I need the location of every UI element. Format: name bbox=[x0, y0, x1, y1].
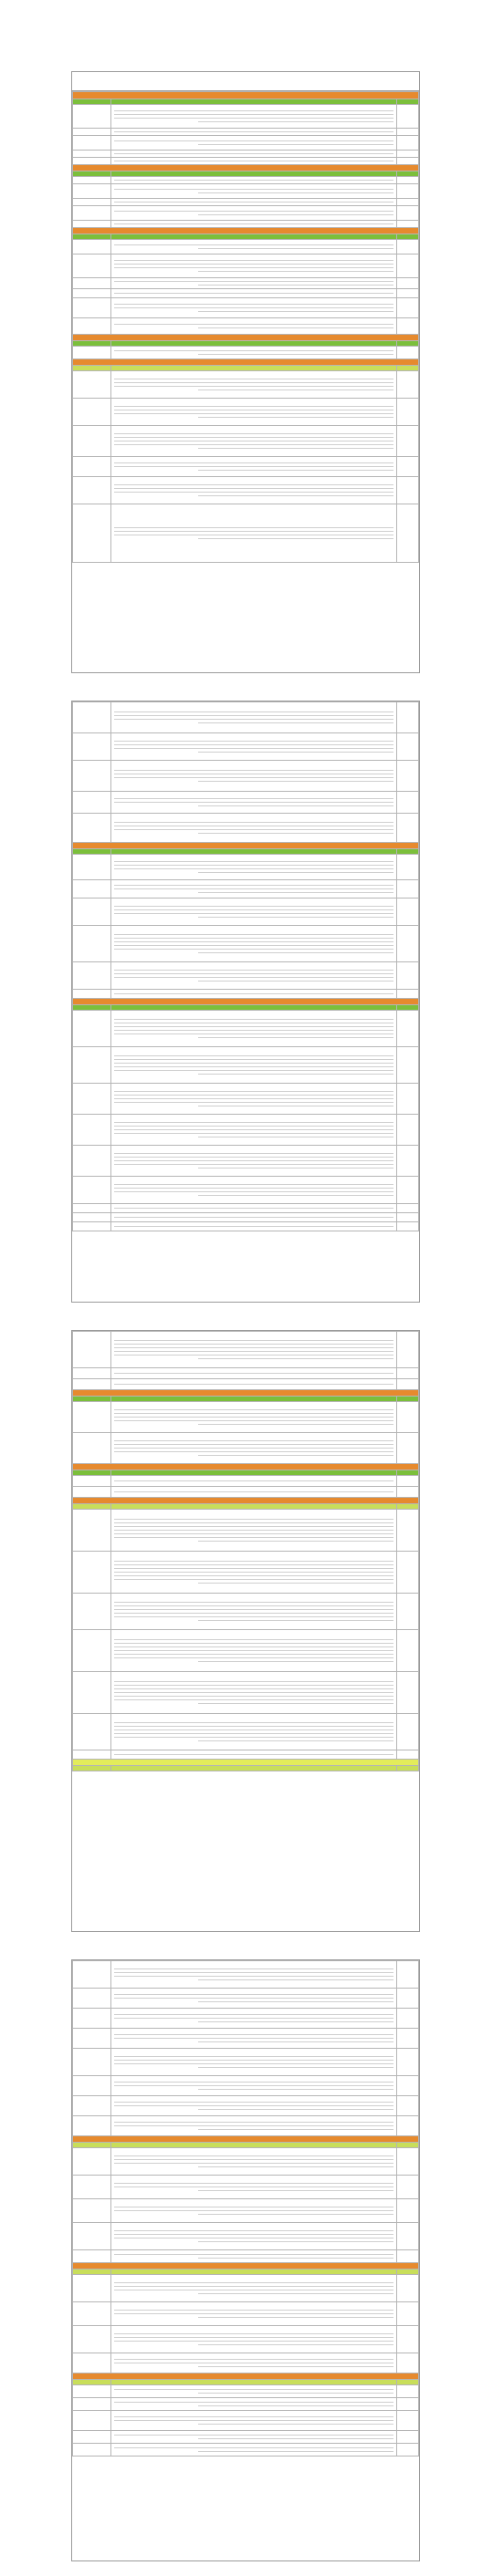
table-row bbox=[73, 177, 419, 184]
table-row bbox=[73, 1222, 419, 1231]
section-header-band bbox=[73, 359, 419, 366]
table-row bbox=[73, 792, 419, 814]
table-row bbox=[73, 184, 419, 199]
table-row bbox=[73, 2116, 419, 2136]
table-row bbox=[73, 2385, 419, 2398]
page-3 bbox=[71, 1330, 420, 1932]
row-score bbox=[73, 105, 111, 129]
table-row bbox=[73, 105, 419, 129]
table-row bbox=[73, 855, 419, 880]
table-row bbox=[73, 1213, 419, 1222]
table-row bbox=[73, 136, 419, 151]
table-row bbox=[73, 298, 419, 318]
table-row bbox=[73, 898, 419, 926]
table-row bbox=[73, 2148, 419, 2176]
section-header-band bbox=[73, 2373, 419, 2380]
section-header-band bbox=[73, 2136, 419, 2143]
table-row bbox=[73, 990, 419, 999]
table-row bbox=[73, 151, 419, 158]
table-row bbox=[73, 289, 419, 298]
table-row bbox=[73, 318, 419, 335]
table-row bbox=[73, 1115, 419, 1146]
scoring-table bbox=[72, 1331, 419, 1771]
page-2 bbox=[71, 701, 420, 1303]
table-row bbox=[73, 2049, 419, 2076]
table-row bbox=[73, 880, 419, 898]
section-header-band bbox=[73, 999, 419, 1005]
table-row bbox=[73, 1047, 419, 1084]
table-row bbox=[73, 2029, 419, 2049]
section-header-band bbox=[73, 2263, 419, 2270]
table-row bbox=[73, 371, 419, 399]
table-row bbox=[73, 1552, 419, 1594]
row-text bbox=[111, 105, 397, 129]
table-row bbox=[73, 702, 419, 733]
table-row bbox=[73, 1961, 419, 1989]
table-row bbox=[73, 2431, 419, 2444]
table-row bbox=[73, 1510, 419, 1552]
table-row bbox=[73, 2176, 419, 2199]
table-row bbox=[73, 2326, 419, 2353]
table-row bbox=[73, 254, 419, 278]
table-row bbox=[73, 1332, 419, 1368]
table-row bbox=[73, 2223, 419, 2250]
table-row bbox=[73, 1011, 419, 1047]
table-row bbox=[73, 457, 419, 477]
table-row bbox=[73, 240, 419, 254]
table-row bbox=[73, 2353, 419, 2373]
section-header-band bbox=[73, 1760, 419, 1766]
table-row bbox=[73, 2076, 419, 2096]
section-header-band bbox=[73, 92, 419, 99]
table-row bbox=[73, 1379, 419, 1390]
table-row bbox=[73, 1146, 419, 1177]
table-row bbox=[73, 1630, 419, 1672]
page-4 bbox=[71, 1959, 420, 2561]
table-row bbox=[73, 158, 419, 165]
table-row bbox=[73, 129, 419, 136]
table-row bbox=[73, 1084, 419, 1115]
table-row bbox=[73, 206, 419, 221]
table-row bbox=[73, 347, 419, 359]
table-row bbox=[73, 761, 419, 792]
section-header-band bbox=[73, 1498, 419, 1504]
section-header-band bbox=[73, 843, 419, 849]
table-row bbox=[73, 733, 419, 761]
table-row bbox=[73, 399, 419, 426]
page-1 bbox=[71, 71, 420, 673]
table-row bbox=[73, 1594, 419, 1630]
column-header-band bbox=[73, 1766, 419, 1771]
table-row bbox=[73, 2275, 419, 2302]
table-row bbox=[73, 2411, 419, 2431]
table-row bbox=[73, 1204, 419, 1213]
table-row bbox=[73, 2302, 419, 2326]
section-header-band bbox=[73, 165, 419, 171]
table-row bbox=[73, 1714, 419, 1750]
table-row bbox=[73, 1368, 419, 1379]
section-header-band bbox=[73, 228, 419, 234]
document-title bbox=[72, 72, 419, 91]
table-row bbox=[73, 2250, 419, 2263]
table-row bbox=[73, 1402, 419, 1433]
table-row bbox=[73, 477, 419, 504]
table-row bbox=[73, 1487, 419, 1498]
table-row bbox=[73, 221, 419, 228]
section-header-label bbox=[73, 92, 419, 99]
scoring-table bbox=[72, 91, 419, 563]
table-row bbox=[73, 926, 419, 962]
table-row bbox=[73, 1672, 419, 1714]
table-row bbox=[73, 1476, 419, 1487]
table-row bbox=[73, 1177, 419, 1204]
table-row bbox=[73, 426, 419, 457]
scoring-table bbox=[72, 1960, 419, 2457]
table-row bbox=[73, 1433, 419, 1464]
table-row bbox=[73, 2199, 419, 2223]
table-row bbox=[73, 2398, 419, 2411]
scoring-table bbox=[72, 701, 419, 1231]
table-row bbox=[73, 962, 419, 990]
table-row bbox=[73, 199, 419, 206]
section-header-band bbox=[73, 335, 419, 341]
table-row bbox=[73, 504, 419, 563]
table-row bbox=[73, 814, 419, 843]
section-header-band bbox=[73, 1464, 419, 1470]
table-row bbox=[73, 1989, 419, 2009]
table-row bbox=[73, 2444, 419, 2457]
row-number bbox=[397, 105, 419, 129]
table-row bbox=[73, 2009, 419, 2029]
table-row bbox=[73, 278, 419, 289]
table-row bbox=[73, 2096, 419, 2116]
table-row bbox=[73, 1750, 419, 1760]
section-header-band bbox=[73, 1390, 419, 1397]
